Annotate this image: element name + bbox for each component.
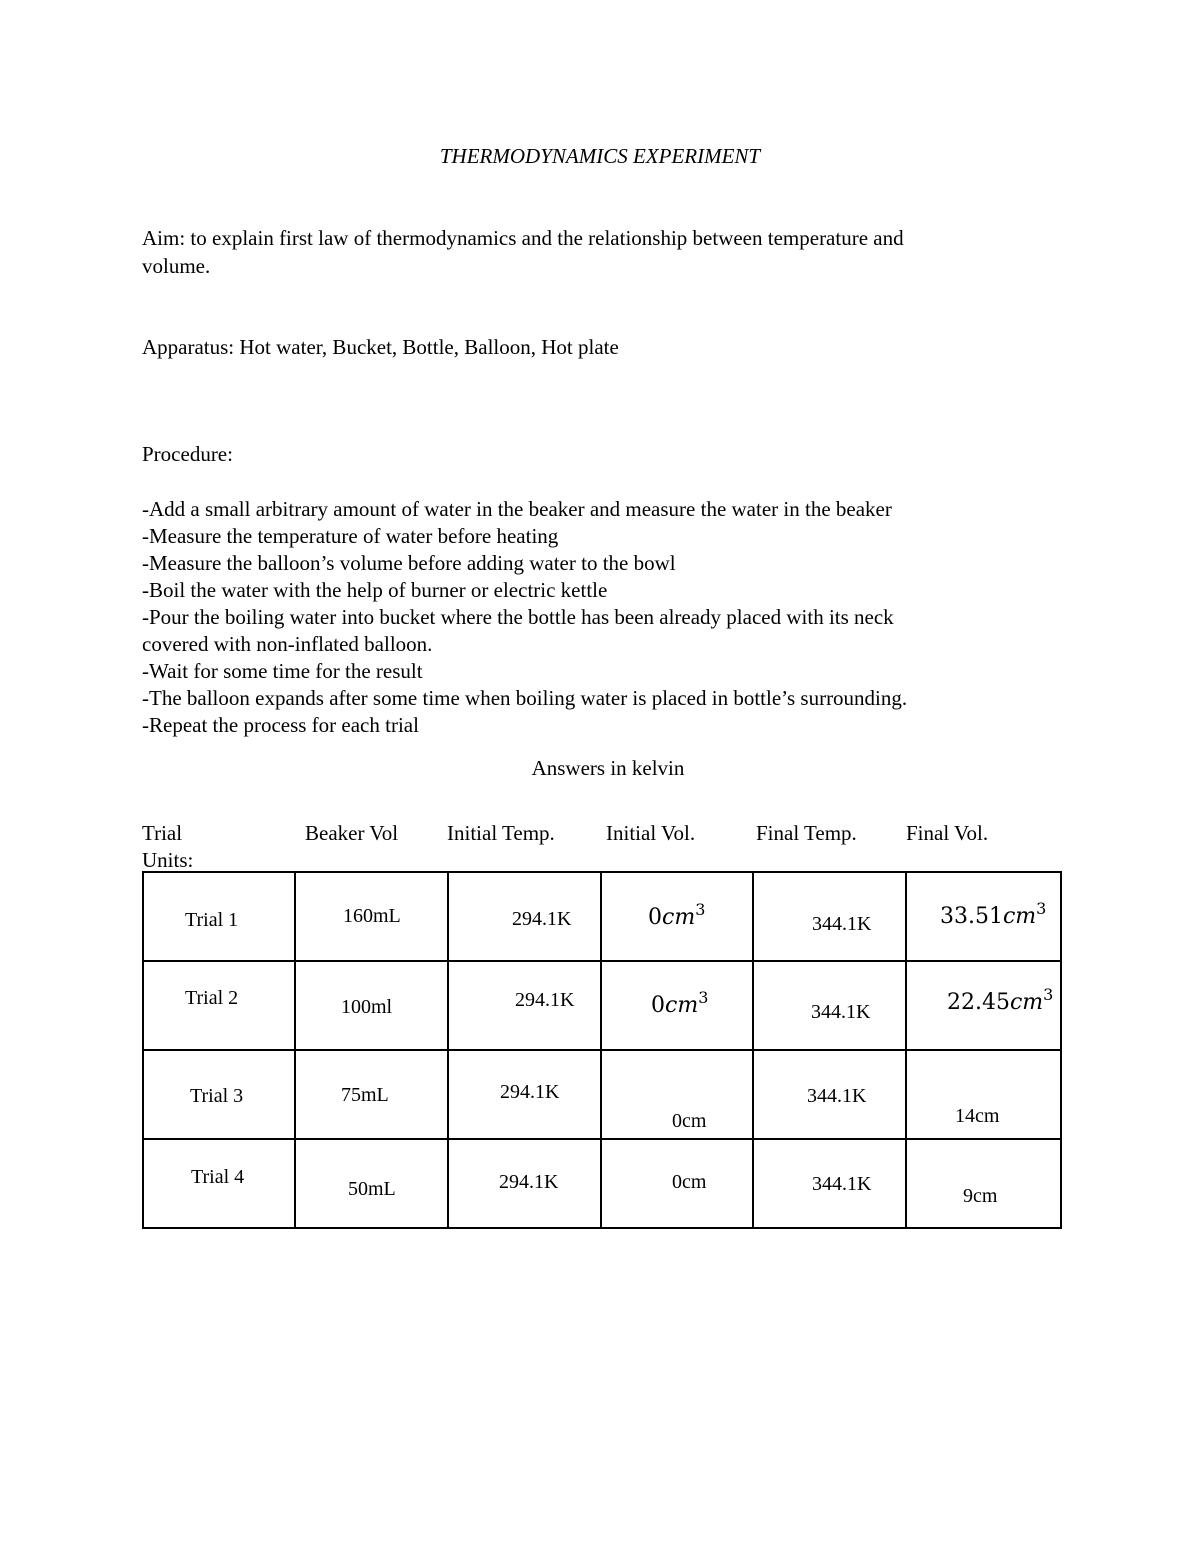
table-cell	[143, 961, 295, 1050]
apparatus-line: Apparatus: Hot water, Bucket, Bottle, Balloon, Hot plate	[142, 335, 619, 359]
header-units: Units:	[142, 848, 194, 872]
table-cell	[295, 1139, 448, 1228]
initial-vol-number: 0	[651, 993, 665, 1018]
table-cell	[906, 1139, 1061, 1228]
procedure-step: -Measure the balloon’s volume before adding water to the bowl	[142, 551, 676, 575]
table-row	[143, 1139, 1061, 1228]
table-cell	[753, 1139, 906, 1228]
initial-vol-value	[648, 900, 706, 930]
header-beaker-vol: Beaker Vol	[305, 821, 399, 845]
procedure-step: -Measure the temperature of water before heating	[142, 524, 559, 548]
initial-vol-value: 0cm	[672, 1171, 707, 1193]
initial-vol-value	[651, 988, 709, 1018]
header-trial: Trial	[142, 821, 183, 845]
beaker-vol-value: 75mL	[341, 1084, 389, 1106]
procedure-step: -Boil the water with the help of burner or electric kettle	[142, 578, 608, 602]
final-vol-unit: cm	[1009, 990, 1044, 1015]
table-cell	[601, 961, 753, 1050]
table-cell	[448, 1139, 601, 1228]
table-cell	[753, 961, 906, 1050]
table-cell	[601, 872, 753, 961]
initial-vol-unit: cm	[662, 905, 696, 930]
procedure-step-continuation: covered with non-inflated balloon.	[142, 632, 433, 656]
table-cell	[753, 872, 906, 961]
initial-temp-value: 294.1K	[515, 989, 575, 1011]
header-initial-temp: Initial Temp.	[447, 821, 555, 845]
results-table	[142, 871, 1062, 1229]
initial-temp-value: 294.1K	[500, 1081, 560, 1103]
table-cell	[906, 1050, 1061, 1139]
trial-label: Trial 3	[190, 1085, 244, 1107]
final-temp-value: 344.1K	[807, 1085, 867, 1107]
table-cell	[601, 1050, 753, 1139]
beaker-vol-value: 50mL	[348, 1178, 396, 1200]
table-cell	[601, 1139, 753, 1228]
final-vol-value	[947, 985, 1054, 1015]
trial-label: Trial 2	[185, 987, 239, 1009]
table-cell	[143, 872, 295, 961]
final-temp-value: 344.1K	[811, 1001, 871, 1023]
final-vol-number: 22.45	[947, 990, 1010, 1015]
beaker-vol-value: 100ml	[341, 996, 393, 1018]
table-cell	[143, 1050, 295, 1139]
table-row	[143, 872, 1061, 961]
final-vol-exponent: 3	[1043, 985, 1054, 1004]
initial-vol-value: 0cm	[672, 1110, 707, 1132]
beaker-vol-value: 160mL	[343, 905, 401, 927]
final-vol-exponent: 3	[1036, 899, 1047, 918]
final-temp-value: 344.1K	[812, 1173, 872, 1195]
header-initial-vol: Initial Vol.	[606, 821, 696, 845]
table-cell	[143, 1139, 295, 1228]
header-final-temp: Final Temp.	[756, 821, 857, 845]
document-title: THERMODYNAMICS EXPERIMENT	[439, 144, 761, 168]
procedure-step: -Add a small arbitrary amount of water in the beaker and measure the water in the beaker	[142, 497, 892, 521]
procedure-step: -The balloon expands after some time when boiling water is placed in bottle’s surrounding.	[142, 686, 908, 710]
aim-line-1: Aim: to explain first law of thermodynamics and the relationship between temperature and	[142, 226, 904, 250]
trial-label: Trial 4	[191, 1166, 245, 1188]
initial-vol-unit: cm	[665, 993, 699, 1018]
initial-vol-number: 0	[648, 905, 662, 930]
table-row	[143, 1050, 1061, 1139]
table-cell	[295, 872, 448, 961]
initial-vol-exponent: 3	[695, 900, 706, 919]
final-temp-value: 344.1K	[812, 913, 872, 935]
trial-label: Trial 1	[185, 909, 239, 931]
table-row	[143, 961, 1061, 1050]
final-vol-number: 33.51	[940, 904, 1003, 929]
table-cell	[448, 872, 601, 961]
final-vol-value	[940, 899, 1047, 929]
final-vol-value: 9cm	[963, 1185, 998, 1207]
table-cell	[448, 1050, 601, 1139]
procedure-step: -Repeat the process for each trial	[142, 713, 419, 737]
answers-note: Answers in kelvin	[531, 756, 685, 780]
procedure-step: -Wait for some time for the result	[142, 659, 423, 683]
final-vol-unit: cm	[1002, 904, 1037, 929]
final-vol-value: 14cm	[955, 1105, 1000, 1127]
procedure-heading: Procedure:	[142, 442, 233, 466]
table-cell	[906, 872, 1061, 961]
table-cell	[448, 961, 601, 1050]
header-final-vol: Final Vol.	[906, 821, 989, 845]
procedure-step: -Pour the boiling water into bucket where the bottle has been already placed with its neck	[142, 605, 894, 629]
aim-line-2: volume.	[142, 254, 211, 278]
table-cell	[753, 1050, 906, 1139]
table-cell	[906, 961, 1061, 1050]
initial-temp-value: 294.1K	[499, 1171, 559, 1193]
initial-vol-exponent: 3	[698, 988, 709, 1007]
initial-temp-value: 294.1K	[512, 908, 572, 930]
table-cell	[295, 1050, 448, 1139]
table-cell	[295, 961, 448, 1050]
